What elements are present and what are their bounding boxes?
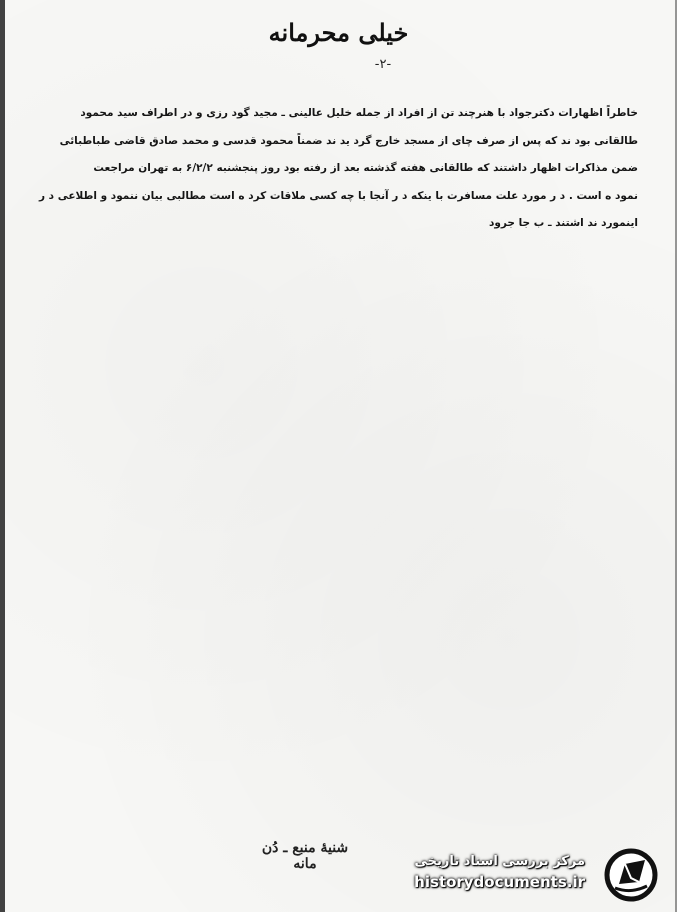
body-line: اینمورد ند اشتند ـ ب جا جرود <box>488 217 638 229</box>
body-line: خاطراً اظهارات دکترجواد با هنرچند تن از افراد از جمله خلیل عالینی ـ مجید گود رزی و در اطراف سید محمود <box>80 107 638 119</box>
classification-heading: خیلی محرمانه <box>268 18 409 47</box>
scan-edge-left <box>0 0 5 912</box>
watermark-title: مرکز بررسی اسناد تاریخی <box>414 854 585 869</box>
source-signature: شنیهٔ منبع ـ دُن مانه <box>261 840 349 872</box>
body-line: ضمن مذاکرات اظهار داشتند که طالقانی هفته گذشته بعد از رفته بود روز پنجشنبه ۶/۲/۲ به تهران مراجعت <box>93 162 638 174</box>
body-line: طالقانی بود ند که پس از صرف چای از مسجد خارج گرد ید ند ضمناً محمود قدسی و محمد صادق قاضی طباطبائی <box>59 134 638 147</box>
watermark-url: historydocuments.ir <box>414 873 585 891</box>
page-number-mark: -۲- <box>374 57 392 72</box>
history-documents-logo-icon <box>601 848 661 902</box>
watermark-text <box>414 852 585 892</box>
body-line: نمود ه است . د ر مورد علت مسافرت با ینکه د ر آنجا با چه کسی ملاقات کرد ه است مطالبی بیان ننمود و اطلاعی د ر <box>38 189 638 202</box>
archive-watermark <box>397 846 667 904</box>
document-body <box>38 100 638 238</box>
